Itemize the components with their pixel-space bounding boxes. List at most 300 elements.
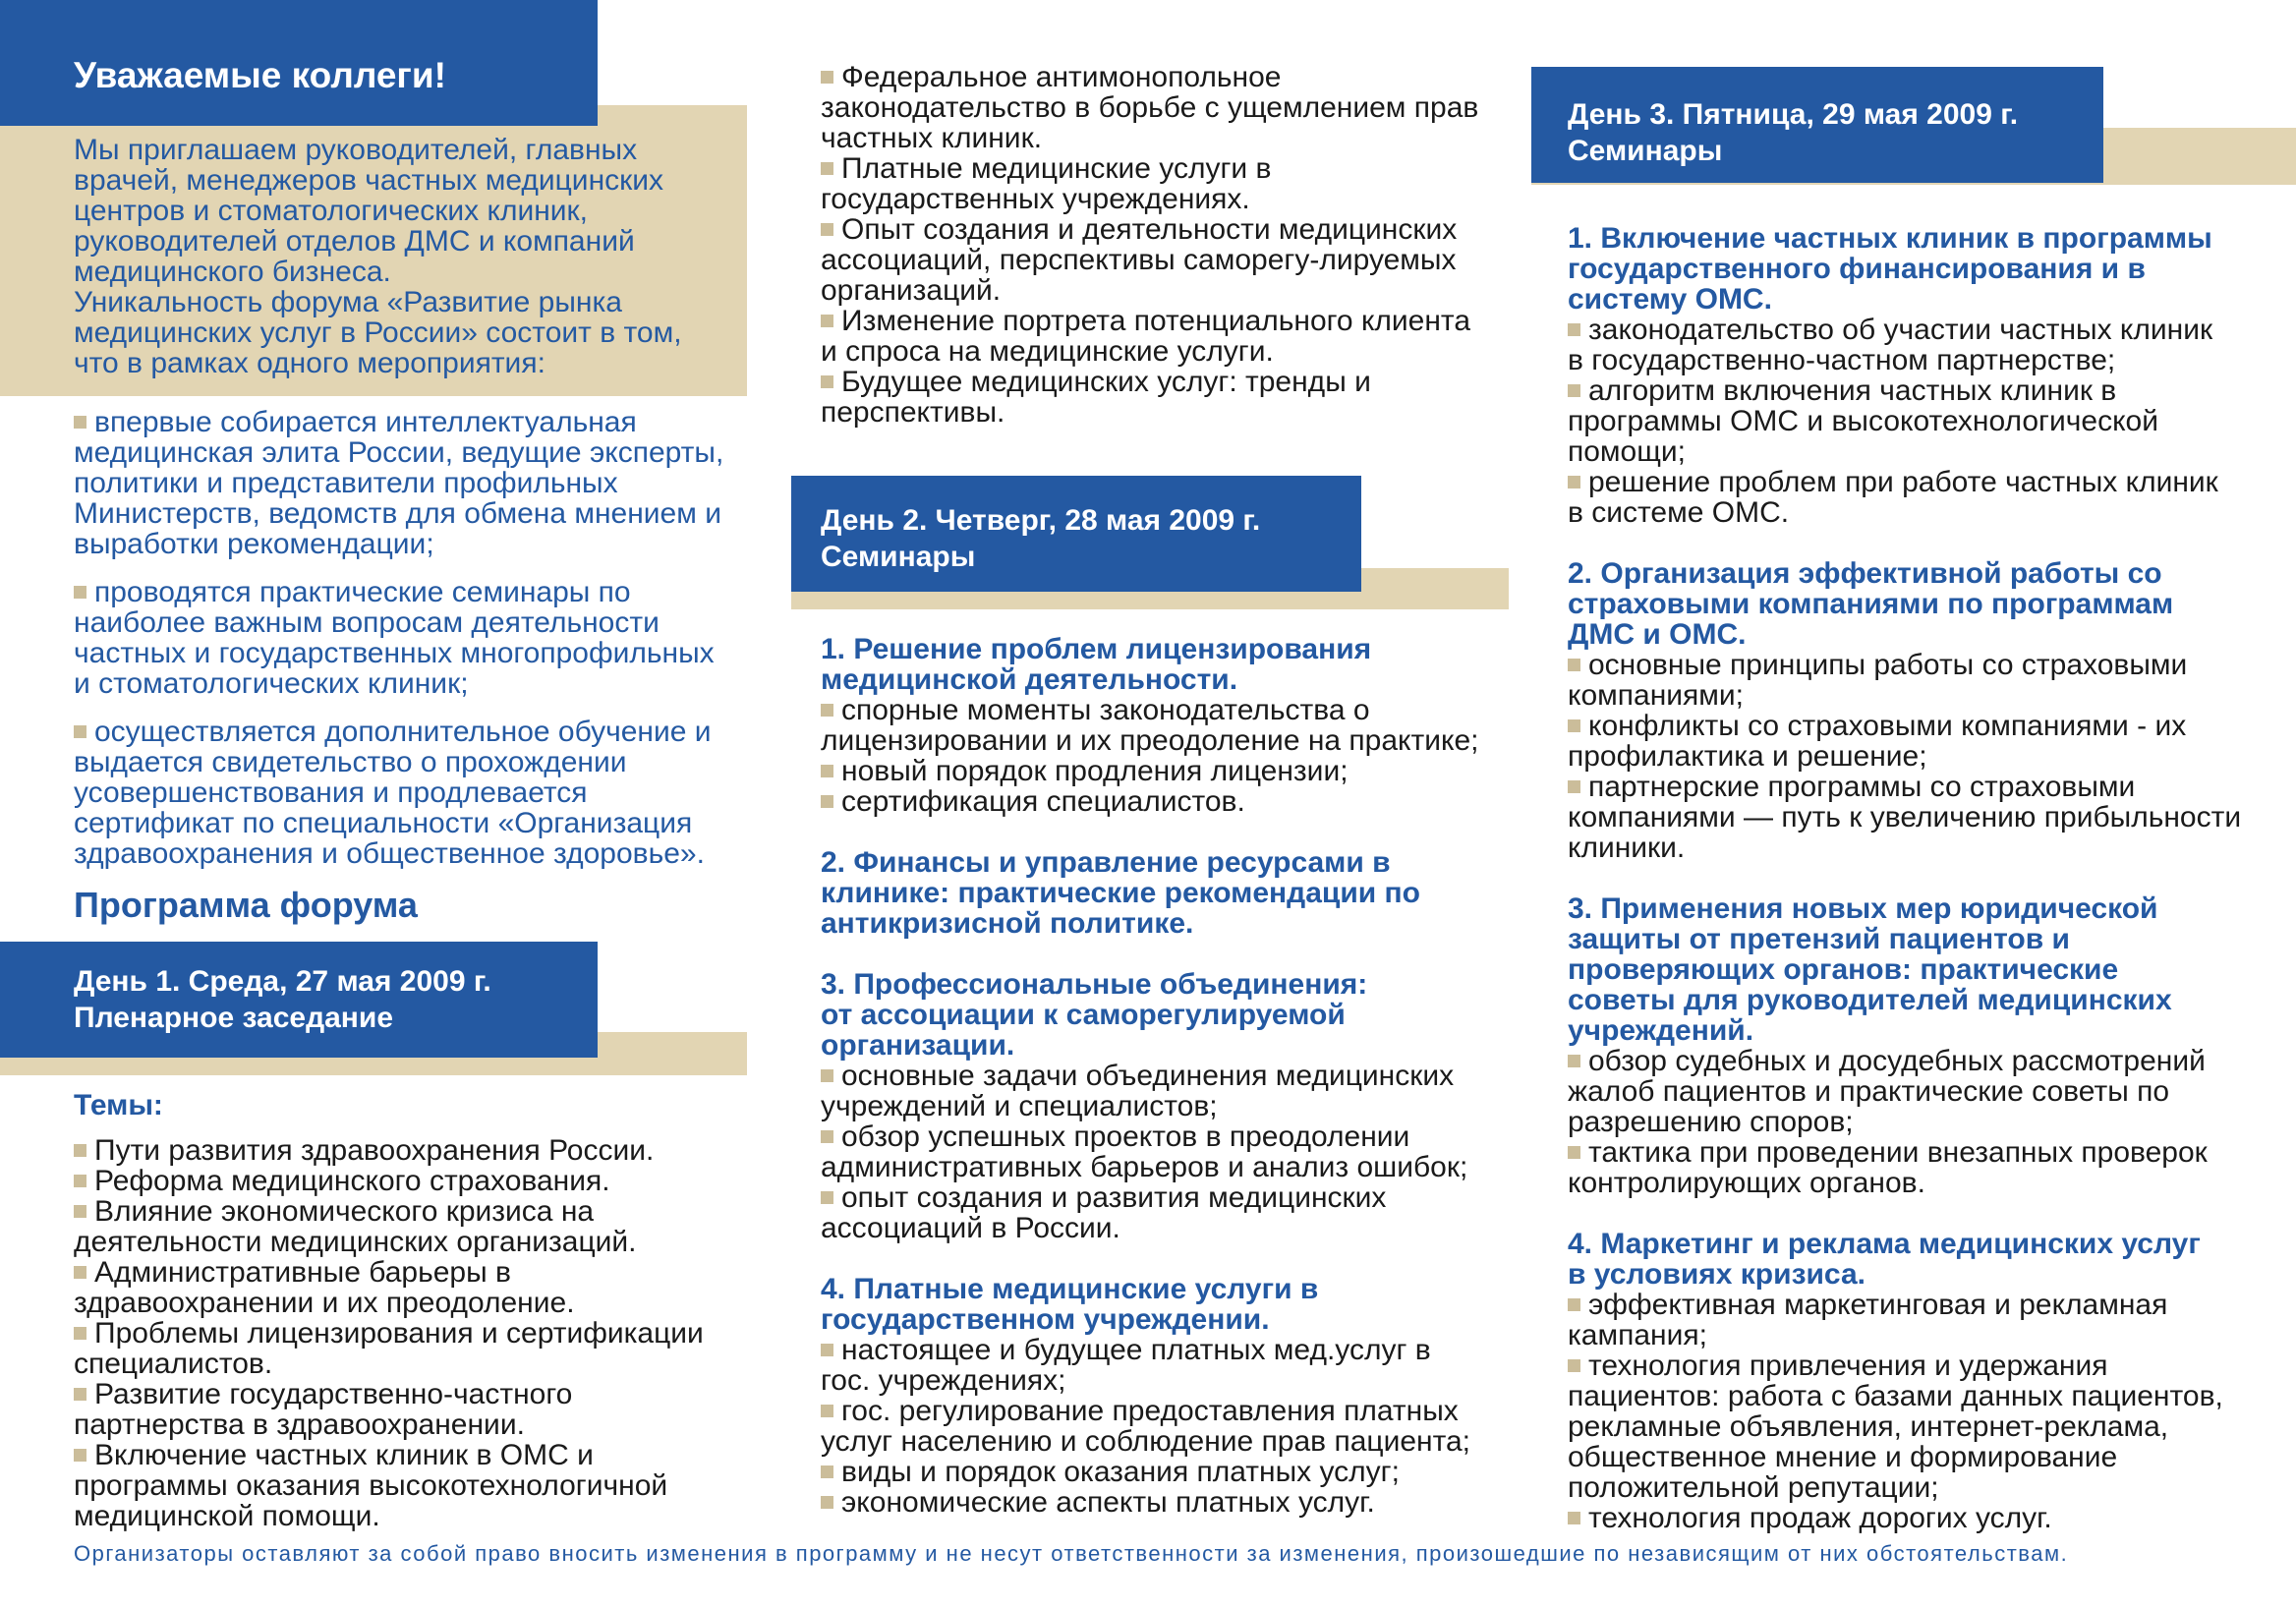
seminar-heading bbox=[1568, 893, 2295, 1046]
seminar-item bbox=[1568, 1503, 2295, 1533]
item-text: экономические аспекты платных услуг. bbox=[841, 1486, 1375, 1519]
item-line bbox=[821, 367, 1509, 397]
item-line bbox=[74, 577, 742, 607]
topic-item bbox=[821, 367, 1509, 428]
item-line bbox=[1568, 1320, 2295, 1350]
square-bullet-icon bbox=[821, 315, 833, 327]
spacer bbox=[821, 1243, 1509, 1274]
item-line bbox=[74, 1440, 742, 1470]
heading-line: клинике: практические рекомендации по bbox=[821, 877, 1421, 909]
square-bullet-icon bbox=[821, 223, 833, 236]
item-line bbox=[74, 808, 742, 838]
item-line bbox=[821, 1487, 1509, 1518]
item-text: Влияние экономического кризиса на bbox=[94, 1195, 595, 1228]
item-text: усовершенствования и продлевается bbox=[74, 776, 588, 809]
seminar-item bbox=[1568, 1046, 2295, 1137]
item-text: решение проблем при работе частных клиник bbox=[1588, 466, 2218, 498]
day1-topics-continued bbox=[821, 62, 1509, 428]
item-text: Пути развития здравоохранения России. bbox=[94, 1134, 655, 1167]
heading-line: проверяющих органов: практические bbox=[1568, 953, 2119, 986]
item-text: технология привлечения и удержания bbox=[1588, 1350, 2108, 1382]
heading-line: советы для руководителей медицинских bbox=[1568, 984, 2172, 1016]
item-line bbox=[1568, 1381, 2295, 1411]
item-line bbox=[1568, 741, 2295, 772]
seminar-item bbox=[821, 1061, 1509, 1121]
square-bullet-icon bbox=[1568, 1359, 1580, 1372]
topic-item bbox=[74, 1196, 742, 1257]
day2-date: День 2. Четверг, 28 мая 2009 г. bbox=[821, 504, 1261, 537]
square-bullet-icon bbox=[1568, 1512, 1580, 1524]
day2-type: Семинары bbox=[821, 541, 976, 573]
item-text: деятельности медицинских организаций. bbox=[74, 1226, 637, 1258]
seminar-item bbox=[821, 1457, 1509, 1487]
topic-item bbox=[74, 1440, 742, 1531]
topic-item bbox=[821, 214, 1509, 306]
heading-line: 4. Платные медицинские услуги в bbox=[821, 1273, 1319, 1305]
item-text: новый порядок продления лицензии; bbox=[841, 755, 1349, 787]
item-line bbox=[821, 245, 1509, 275]
feature-item bbox=[74, 717, 742, 869]
heading-line: учреждений. bbox=[1568, 1014, 1754, 1047]
item-line bbox=[1568, 1411, 2295, 1442]
item-text: лицензировании и их преодоление на практике; bbox=[821, 724, 1479, 757]
item-text: клиники. bbox=[1568, 832, 1686, 864]
item-line bbox=[74, 1379, 742, 1409]
item-text: основные задачи объединения медицинских bbox=[841, 1060, 1455, 1092]
seminar-item bbox=[1568, 375, 2295, 467]
item-line bbox=[821, 756, 1509, 786]
seminar-item bbox=[1568, 772, 2295, 863]
item-line bbox=[821, 275, 1509, 306]
item-text: спорные моменты законодательства о bbox=[841, 694, 1370, 726]
item-line bbox=[1568, 802, 2295, 833]
item-line bbox=[74, 1501, 742, 1531]
seminar-item bbox=[1568, 650, 2295, 711]
item-line bbox=[1568, 436, 2295, 467]
item-text: обзор успешных проектов в преодолении bbox=[841, 1121, 1410, 1153]
square-bullet-icon bbox=[821, 375, 833, 388]
item-text: организаций. bbox=[821, 274, 1002, 307]
square-bullet-icon bbox=[74, 1175, 86, 1187]
item-line bbox=[1568, 650, 2295, 680]
item-text: положительной репутации; bbox=[1568, 1471, 1939, 1504]
seminar-item bbox=[1568, 467, 2295, 528]
item-text: государственных учреждениях. bbox=[821, 183, 1250, 215]
item-line bbox=[821, 62, 1509, 92]
item-line bbox=[821, 786, 1509, 817]
item-text: проводятся практические семинары по bbox=[94, 576, 631, 608]
square-bullet-icon bbox=[74, 725, 86, 738]
item-line bbox=[821, 397, 1509, 428]
item-text: сертификат по специальности «Организация bbox=[74, 807, 693, 839]
item-line bbox=[74, 838, 742, 869]
intro-line: что в рамках одного мероприятия: bbox=[74, 347, 545, 379]
square-bullet-icon bbox=[1568, 659, 1580, 671]
item-text: компаниями; bbox=[1568, 679, 1744, 712]
square-bullet-icon bbox=[74, 1266, 86, 1279]
item-line bbox=[74, 498, 742, 529]
item-text: кампания; bbox=[1568, 1319, 1707, 1351]
item-text: Будущее медицинских услуг: тренды и bbox=[841, 366, 1371, 398]
heading-line: 2. Финансы и управление ресурсами в bbox=[821, 846, 1391, 879]
heading-line: 1. Включение частных клиник в программы bbox=[1568, 222, 2212, 255]
topics-label: Темы: bbox=[74, 1089, 163, 1121]
day1-topics-list bbox=[74, 1135, 742, 1531]
item-text: медицинская элита России, ведущие эксперты, bbox=[74, 436, 724, 469]
item-line bbox=[821, 336, 1509, 367]
square-bullet-icon bbox=[1568, 1055, 1580, 1067]
item-line bbox=[821, 306, 1509, 336]
spacer bbox=[1568, 1198, 2295, 1229]
seminar-item bbox=[821, 1182, 1509, 1243]
item-text: Проблемы лицензирования и сертификации bbox=[94, 1317, 704, 1350]
item-line bbox=[1568, 772, 2295, 802]
square-bullet-icon bbox=[821, 1496, 833, 1509]
day1-type: Пленарное заседание bbox=[74, 1002, 394, 1034]
seminar-heading bbox=[1568, 223, 2295, 315]
item-line bbox=[74, 717, 742, 747]
heading-line: 3. Профессиональные объединения: bbox=[821, 968, 1368, 1001]
heading-line: организации. bbox=[821, 1029, 1015, 1062]
square-bullet-icon bbox=[821, 795, 833, 808]
item-line bbox=[821, 153, 1509, 184]
day1-date: День 1. Среда, 27 мая 2009 г. bbox=[74, 965, 491, 998]
item-text: партнерства в здравоохранении. bbox=[74, 1408, 525, 1441]
item-text: Административные барьеры в bbox=[94, 1256, 511, 1289]
item-line bbox=[1568, 467, 2295, 497]
topic-item bbox=[821, 62, 1509, 153]
square-bullet-icon bbox=[821, 765, 833, 777]
square-bullet-icon bbox=[1568, 1146, 1580, 1159]
item-line bbox=[821, 1457, 1509, 1487]
item-text: Реформа медицинского страхования. bbox=[94, 1165, 610, 1197]
item-line bbox=[1568, 1472, 2295, 1503]
square-bullet-icon bbox=[74, 586, 86, 599]
seminar-item bbox=[1568, 1350, 2295, 1503]
item-text: в системе ОМС. bbox=[1568, 496, 1790, 529]
item-line bbox=[1568, 711, 2295, 741]
seminar-item bbox=[1568, 711, 2295, 772]
item-line bbox=[74, 668, 742, 699]
intro-line: Мы приглашаем руководителей, главных bbox=[74, 134, 638, 166]
item-line bbox=[821, 1426, 1509, 1457]
feature-item bbox=[74, 577, 742, 699]
item-text: партнерские программы со страховыми bbox=[1588, 771, 2136, 803]
seminar-heading bbox=[821, 634, 1509, 695]
intro-line: медицинских услуг в России» состоит в том, bbox=[74, 316, 682, 349]
item-text: настоящее и будущее платных мед.услуг в bbox=[841, 1334, 1431, 1366]
square-bullet-icon bbox=[1568, 780, 1580, 793]
item-line bbox=[74, 607, 742, 638]
item-line bbox=[821, 1335, 1509, 1365]
item-text: эффективная маркетинговая и рекламная bbox=[1588, 1289, 2168, 1321]
topic-item bbox=[74, 1257, 742, 1318]
seminar-item bbox=[821, 1121, 1509, 1182]
item-text: осуществляется дополнительное обучение и bbox=[94, 716, 712, 748]
item-line bbox=[74, 1135, 742, 1166]
item-text: Платные медицинские услуги в bbox=[841, 152, 1272, 185]
seminar-heading bbox=[1568, 1229, 2295, 1290]
item-text: программы ОМС и высокотехнологической bbox=[1568, 405, 2158, 437]
item-text: общественное мнение и формирование bbox=[1568, 1441, 2118, 1473]
day3-seminars bbox=[1568, 223, 2295, 1533]
item-text: частных и государственных многопрофильных bbox=[74, 637, 715, 669]
item-text: здравоохранении и их преодоление. bbox=[74, 1287, 575, 1319]
square-bullet-icon bbox=[1568, 476, 1580, 488]
square-bullet-icon bbox=[821, 1344, 833, 1356]
item-text: рекламные объявления, интернет-реклама, bbox=[1568, 1410, 2169, 1443]
item-text: законодательство об участии частных клиник bbox=[1588, 314, 2213, 346]
day3-type: Семинары bbox=[1568, 135, 1723, 167]
heading-line: государственного финансирования и в bbox=[1568, 253, 2146, 285]
seminar-item bbox=[821, 1487, 1509, 1518]
seminar-item bbox=[1568, 1290, 2295, 1350]
seminar-heading bbox=[821, 1274, 1509, 1335]
item-text: контролирующих органов. bbox=[1568, 1167, 1925, 1199]
item-text: Министерств, ведомств для обмена мнением и bbox=[74, 497, 721, 530]
square-bullet-icon bbox=[1568, 719, 1580, 732]
item-text: впервые собирается интеллектуальная bbox=[94, 406, 637, 438]
item-text: гос. учреждениях; bbox=[821, 1364, 1066, 1397]
heading-line: страховыми компаниями по программам bbox=[1568, 588, 2174, 620]
seminar-item bbox=[821, 1335, 1509, 1396]
heading-line: медицинской деятельности. bbox=[821, 663, 1238, 696]
item-line bbox=[821, 123, 1509, 153]
topic-item bbox=[821, 306, 1509, 367]
item-line bbox=[1568, 315, 2295, 345]
item-line bbox=[74, 1349, 742, 1379]
item-text: сертификация специалистов. bbox=[841, 785, 1245, 818]
item-text: пациентов: работа с базами данных пациентов, bbox=[1568, 1380, 2223, 1412]
item-line bbox=[1568, 1076, 2295, 1107]
square-bullet-icon bbox=[821, 1069, 833, 1082]
seminar-item bbox=[821, 786, 1509, 817]
item-line bbox=[821, 695, 1509, 725]
item-text: услуг населению и соблюдение прав пациента; bbox=[821, 1425, 1470, 1458]
square-bullet-icon bbox=[74, 1449, 86, 1462]
item-line bbox=[1568, 345, 2295, 375]
item-line bbox=[821, 1152, 1509, 1182]
item-line bbox=[74, 1288, 742, 1318]
item-text: технология продаж дорогих услуг. bbox=[1588, 1502, 2052, 1534]
square-bullet-icon bbox=[821, 71, 833, 84]
program-title: Программа форума bbox=[74, 885, 418, 925]
item-text: виды и порядок оказания платных услуг; bbox=[841, 1456, 1400, 1488]
item-text: законодательство в борьбе с ущемлением прав bbox=[821, 91, 1479, 124]
item-line bbox=[74, 1470, 742, 1501]
item-text: выработки рекомендации; bbox=[74, 528, 434, 560]
heading-line: от ассоциации к саморегулируемой bbox=[821, 999, 1346, 1031]
square-bullet-icon bbox=[821, 1465, 833, 1478]
square-bullet-icon bbox=[1568, 1298, 1580, 1311]
square-bullet-icon bbox=[74, 1144, 86, 1157]
item-text: основные принципы работы со страховыми bbox=[1588, 649, 2188, 681]
heading-line: защиты от претензий пациентов и bbox=[1568, 923, 2070, 955]
item-line bbox=[821, 1091, 1509, 1121]
topic-item bbox=[74, 1318, 742, 1379]
heading-line: ДМС и ОМС. bbox=[1568, 618, 1747, 651]
item-line bbox=[821, 1061, 1509, 1091]
heading-line: систему ОМС. bbox=[1568, 283, 1772, 316]
square-bullet-icon bbox=[821, 704, 833, 717]
item-line bbox=[821, 1213, 1509, 1243]
intro-line: медицинского бизнеса. bbox=[74, 256, 391, 288]
spacer bbox=[821, 817, 1509, 847]
item-line bbox=[1568, 1168, 2295, 1198]
item-line bbox=[74, 1196, 742, 1227]
item-line bbox=[1568, 1137, 2295, 1168]
item-text: профилактика и решение; bbox=[1568, 740, 1927, 773]
day3-header bbox=[1531, 67, 2103, 183]
item-text: помощи; bbox=[1568, 435, 1687, 468]
item-line bbox=[74, 747, 742, 777]
seminar-heading bbox=[821, 969, 1509, 1061]
item-text: частных клиник. bbox=[821, 122, 1043, 154]
item-text: обзор судебных и досудебных рассмотрений bbox=[1588, 1045, 2206, 1077]
item-line bbox=[821, 1182, 1509, 1213]
item-text: алгоритм включения частных клиник в bbox=[1588, 374, 2117, 407]
item-line bbox=[74, 529, 742, 559]
item-text: опыт создания и развития медицинских bbox=[841, 1181, 1387, 1214]
intro-line: центров и стоматологических клиник, bbox=[74, 195, 589, 227]
item-text: наиболее важным вопросам деятельности bbox=[74, 606, 660, 639]
square-bullet-icon bbox=[821, 1130, 833, 1143]
item-line bbox=[74, 407, 742, 437]
item-line bbox=[1568, 497, 2295, 528]
item-line bbox=[821, 1396, 1509, 1426]
item-line bbox=[1568, 1442, 2295, 1472]
seminar-item bbox=[821, 756, 1509, 786]
item-line bbox=[1568, 1107, 2295, 1137]
day3-date: День 3. Пятница, 29 мая 2009 г. bbox=[1568, 98, 2019, 131]
item-text: разрешению споров; bbox=[1568, 1106, 1854, 1138]
intro-line: Уникальность форума «Развитие рынка bbox=[74, 286, 622, 318]
item-text: Включение частных клиник в ОМС и bbox=[94, 1439, 594, 1471]
heading-line: 4. Маркетинг и реклама медицинских услуг bbox=[1568, 1228, 2201, 1260]
item-line bbox=[821, 92, 1509, 123]
seminar-item bbox=[821, 695, 1509, 756]
item-line bbox=[74, 1166, 742, 1196]
item-text: и стоматологических клиник; bbox=[74, 667, 469, 700]
square-bullet-icon bbox=[821, 162, 833, 175]
item-text: выдается свидетельство о прохождении bbox=[74, 746, 627, 778]
square-bullet-icon bbox=[74, 1327, 86, 1340]
item-line bbox=[1568, 1046, 2295, 1076]
item-line bbox=[74, 1318, 742, 1349]
item-text: Развитие государственно-частного bbox=[94, 1378, 573, 1410]
seminar-item bbox=[1568, 315, 2295, 375]
item-text: специалистов. bbox=[74, 1348, 273, 1380]
item-text: перспективы. bbox=[821, 396, 1005, 429]
item-line bbox=[1568, 406, 2295, 436]
seminar-item bbox=[821, 1396, 1509, 1457]
day1-header bbox=[0, 942, 598, 1058]
square-bullet-icon bbox=[1568, 323, 1580, 336]
item-text: ассоциаций в России. bbox=[821, 1212, 1120, 1244]
square-bullet-icon bbox=[74, 1205, 86, 1218]
item-text: конфликты со страховыми компаниями - их bbox=[1588, 710, 2187, 742]
item-text: и спроса на медицинские услуги. bbox=[821, 335, 1274, 368]
item-text: жалоб пациентов и практические советы по bbox=[1568, 1075, 2170, 1108]
topic-item bbox=[74, 1379, 742, 1440]
topic-item bbox=[74, 1166, 742, 1196]
item-line bbox=[74, 638, 742, 668]
item-text: гос. регулирование предоставления платных bbox=[841, 1395, 1459, 1427]
heading-line: государственном учреждении. bbox=[821, 1303, 1270, 1336]
item-text: компаниями — путь к увеличению прибыльности bbox=[1568, 801, 2242, 833]
item-line bbox=[821, 184, 1509, 214]
item-text: политики и представители профильных bbox=[74, 467, 618, 499]
heading-line: антикризисной политике. bbox=[821, 907, 1194, 940]
intro-line: врачей, менеджеров частных медицинских bbox=[74, 164, 664, 197]
heading-line: в условиях кризиса. bbox=[1568, 1258, 1866, 1291]
item-line bbox=[74, 468, 742, 498]
item-line bbox=[821, 1121, 1509, 1152]
square-bullet-icon bbox=[74, 416, 86, 429]
item-text: программы оказания высокотехнологичной bbox=[74, 1469, 668, 1502]
day2-header bbox=[791, 476, 1361, 592]
item-line bbox=[821, 725, 1509, 756]
item-text: Изменение портрета потенциального клиента bbox=[841, 305, 1471, 337]
topic-item bbox=[821, 153, 1509, 214]
day2-seminars bbox=[821, 634, 1509, 1518]
item-line bbox=[1568, 1503, 2295, 1533]
item-text: здравоохранения и общественное здоровье». bbox=[74, 837, 705, 870]
item-text: тактика при проведении внезапных проверок bbox=[1588, 1136, 2208, 1169]
spacer bbox=[1568, 863, 2295, 893]
square-bullet-icon bbox=[821, 1405, 833, 1417]
footer-disclaimer: Организаторы оставляют за собой право вносить изменения в программу и не несут ответственности за изменения, произошедшие по независящим от них обстоятельствам. bbox=[74, 1541, 2069, 1566]
item-line bbox=[821, 214, 1509, 245]
item-line bbox=[74, 1257, 742, 1288]
item-line bbox=[1568, 1350, 2295, 1381]
topic-item bbox=[74, 1135, 742, 1166]
greeting-title: Уважаемые коллеги! bbox=[0, 0, 598, 126]
item-line bbox=[74, 1227, 742, 1257]
feature-item bbox=[74, 407, 742, 559]
item-text: учреждений и специалистов; bbox=[821, 1090, 1218, 1122]
forum-features-list bbox=[74, 407, 742, 887]
seminar-item bbox=[1568, 1137, 2295, 1198]
item-text: Федеральное антимонопольное bbox=[841, 61, 1282, 93]
item-line bbox=[1568, 680, 2295, 711]
item-line bbox=[1568, 1290, 2295, 1320]
spacer bbox=[821, 939, 1509, 969]
item-line bbox=[821, 1365, 1509, 1396]
item-line bbox=[74, 437, 742, 468]
heading-line: 2. Организация эффективной работы со bbox=[1568, 557, 2162, 590]
square-bullet-icon bbox=[821, 1191, 833, 1204]
spacer bbox=[1568, 528, 2295, 558]
intro-paragraph bbox=[74, 135, 742, 378]
item-line bbox=[1568, 375, 2295, 406]
item-text: ассоциаций, перспективы саморегу-лируемых bbox=[821, 244, 1457, 276]
item-text: медицинской помощи. bbox=[74, 1500, 380, 1532]
heading-line: 1. Решение проблем лицензирования bbox=[821, 633, 1372, 665]
item-line bbox=[74, 777, 742, 808]
seminar-heading bbox=[1568, 558, 2295, 650]
item-line bbox=[1568, 833, 2295, 863]
intro-line: руководителей отделов ДМС и компаний bbox=[74, 225, 635, 258]
seminar-heading bbox=[821, 847, 1509, 939]
item-text: в государственно-частном партнерстве; bbox=[1568, 344, 2116, 376]
heading-line: 3. Применения новых мер юридической bbox=[1568, 892, 2158, 925]
square-bullet-icon bbox=[74, 1388, 86, 1401]
square-bullet-icon bbox=[1568, 384, 1580, 397]
item-text: административных барьеров и анализ ошибок; bbox=[821, 1151, 1468, 1183]
item-text: Опыт создания и деятельности медицинских bbox=[841, 213, 1458, 246]
item-line bbox=[74, 1409, 742, 1440]
